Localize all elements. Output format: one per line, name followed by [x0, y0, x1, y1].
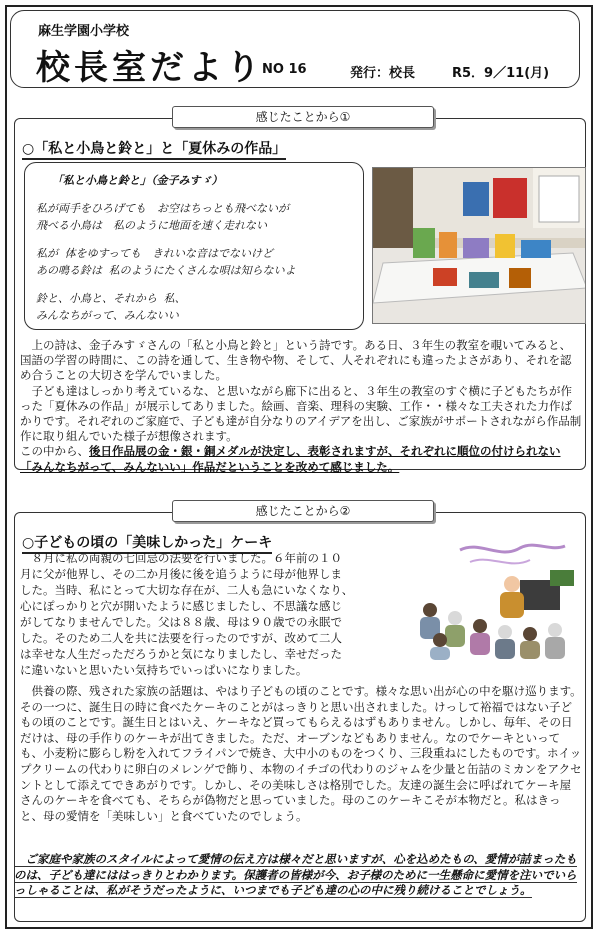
memorial-service-illustration: [400, 540, 590, 660]
section2-heading-c: ケーキ: [230, 535, 272, 554]
issue-date: R5．9／11(月): [452, 66, 550, 81]
issuer: 発行：校長: [350, 66, 416, 81]
section2-para1-line: 月に父が他界し、その二か月後に後を追うように母が他界しま: [20, 567, 342, 581]
section2-para1-line: 心にぽっかりと穴が開いたように感じましたし、不思議な感じ: [20, 599, 342, 613]
poem-line: 私が 体をゆすっても きれいな音はでないけど: [36, 247, 273, 260]
issue-number: NO 16: [262, 62, 307, 77]
section2-tab: 感じたことから②: [172, 500, 434, 522]
section1-heading: [22, 138, 286, 158]
school-name: 麻生学園小学校: [38, 24, 130, 39]
poem-title: 「私と小鳥と鈴と」（金子みすゞ）: [52, 174, 223, 187]
section1-tab: 感じたことから①: [172, 106, 434, 128]
section2-closing: [14, 852, 584, 899]
section2-para1-line: は幸せな人生だっただろうかと気になりましたし、幸せだった: [20, 647, 342, 661]
poem-line: 飛べる小鳥は 私のように地面を速く走れない: [36, 219, 267, 232]
exhibition-photo-image: [373, 168, 586, 324]
newsletter-title: 校長室だより: [36, 48, 264, 88]
section2-para2: 供養の際、残された家族の話題は、やはり子どもの頃のことです。様々な思い出が心の中を駆け巡ります。その一つに、誕生日の時に食べたケーキのことがはっきりと思い出されました。けっして裕福ではない子どもの頃のことです。誕生日とはいえ、ケーキなど買ってもらえるはずもありません。しかし、毎年、その日だけは、母の手作りのケーキが出てきました。ただ、オーブンなどもありません。なのでケーキといっても、小麦粉に膨らし粉を入れてフライパンで焼き、大中小のものをつくり、三段重ねにしたものです。ホイップクリームの代わりに卵白のメレンゲで飾り、本物のイチゴの代わりのジャムを少量と缶詰のミカンをアクセントとして添えてできあがりです。しかし、その美味しさは格別でした。友達の誕生会に呼ばれてケーキ屋さんのケーキを食べても、そちらが偽物だと思っていました。母のこのケーキこそが本物だと。私はきっと、母の愛情を「美味しい」と食べていたのでしょう。: [20, 684, 582, 823]
section2-para1-line: した。当時、私にとって大切な存在が、二人も急にいなくなり、: [20, 583, 354, 597]
poem-line: 私が両手をひろげても お空はちっとも飛べないが: [36, 202, 289, 215]
section2-heading-a: ○子どもの頃の: [22, 535, 118, 554]
section2-para2-wrap: [20, 684, 582, 824]
section2-para1-line: した。そのため二人を共に法要を行ったのですが、改めて二人: [20, 631, 342, 645]
section1-heading-text: ○「私と小鳥と鈴と」と「夏休みの作品」: [22, 141, 286, 160]
section2-para1-line: ８月に私の両親の七回忌の法要を行いました。６年前の１０: [31, 551, 342, 565]
exhibition-photo: [372, 167, 586, 324]
section1-body: [20, 338, 582, 475]
section2-heading: [22, 532, 272, 552]
poem-line: あの鳴る鈴は 私のようにたくさんな唄は知らないよ: [36, 264, 296, 277]
section1-para1: 上の詩は、金子みすゞさんの「私と小鳥と鈴と」という詩です。ある日、３年生の教室を覗いてみると、国語の学習の時間に、この詩を通して、生き物や物、そして、人それぞれにも違ったよさがあり、それを認め合うことの大切さを学んでいました。: [20, 338, 572, 383]
section2-closing-text: ご家庭や家族のスタイルによって愛情の伝え方は様々だと思いますが、心を込めたもの、愛情が詰まったものは、子ども達にははっきりとわかります。保護者の皆様が今、お子様のために一生懸命に愛情を注いでいらっしゃることは、私がそうだったように、いつまでも子ども達の心の中に残り続けることでしょう。: [14, 852, 577, 897]
section2-heading-b: 「美味しかった」: [118, 535, 230, 554]
section1-para3-start: この中から、: [20, 444, 89, 459]
poem-line: 鈴と、小鳥と、それから 私、: [36, 292, 186, 305]
section2-para1: [20, 550, 400, 678]
section1-para3-emphasis: 後日作品展の金・銀・銅メダルが決定し、表彰されますが、それぞれに順位の付けられない「みんなちがって、みんないい」作品だということを改めて感じました。: [20, 444, 561, 474]
poem-line: みんなちがって、みんないい: [36, 309, 179, 322]
section2-para1-line: に違いないと思いたい気持ちでいっぱいになりました。: [20, 663, 308, 677]
section1-para2: 子ども達はしっかり考えているな、と思いながら廊下に出ると、３年生の教室のすぐ横に子どもたちが作った「夏休みの作品」が展示してありました。絵画、音楽、理科の実験、工作・・様々な工夫された力作ばかりです。それぞれのご家庭で、子ども達が自分なりのアイデアを出し、ご家族がサポートされながら作品制作に取り組んでいた様子が想像されます。: [20, 383, 582, 444]
section1-para3: [20, 444, 582, 474]
section2-para1-line: がしてなりませんでした。父は８８歳、母は９０歳での永眠で: [20, 615, 342, 629]
